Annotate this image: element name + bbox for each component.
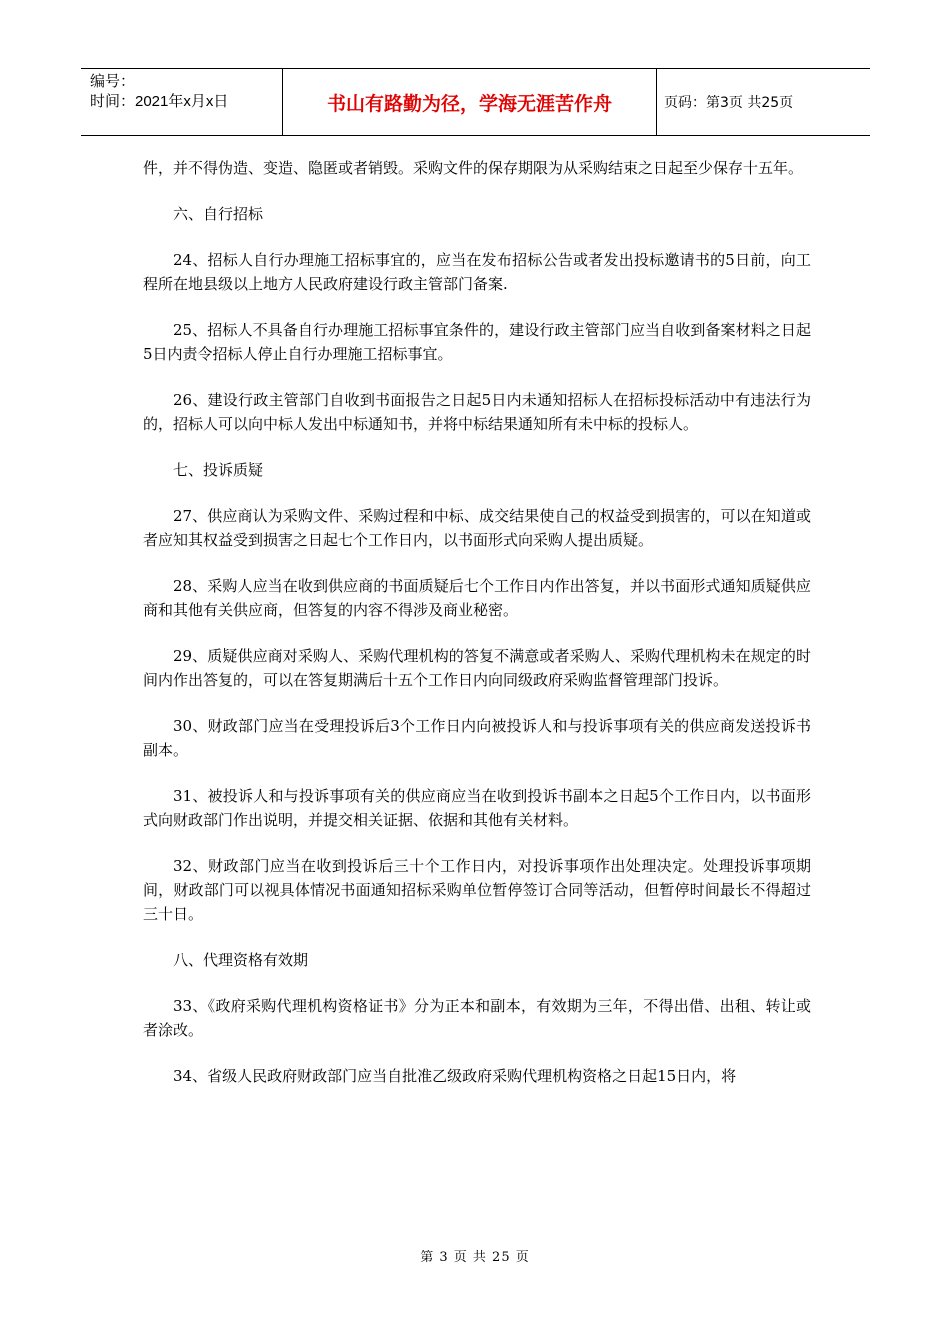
paragraph-33: 33、《政府采购代理机构资格证书》分为正本和副本，有效期为三年，不得出借、出租、转让或者涂改。 [143,997,811,1039]
paragraph-25: 25、招标人不具备自行办理施工招标事宜条件的，建设行政主管部门应当自收到备案材料之日起5日内责令招标人停止自行办理施工招标事宜。 [143,321,811,363]
document-body [143,156,811,1110]
document-time-label: 时间：2021年x月x日 [90,93,229,110]
page-header [81,68,870,136]
header-page-info: 页码：第3页 共25页 [664,95,794,111]
paragraph-28: 28、采购人应当在收到供应商的书面质疑后七个工作日内作出答复，并以书面形式通知质疑供应商和其他有关供应商，但答复的内容不得涉及商业秘密。 [143,577,811,619]
paragraph-34: 34、省级人民政府财政部门应当自批准乙级政府采购代理机构资格之日起15日内，将 [173,1067,737,1085]
paragraph-24: 24、招标人自行办理施工招标事宜的，应当在发布招标公告或者发出投标邀请书的5日前，向工程所在地县级以上地方人民政府建设行政主管部门备案. [143,251,811,293]
section-heading-8: 八、代理资格有效期 [173,951,309,969]
document-number-label: 编号： [90,73,136,90]
paragraph-26: 26、建设行政主管部门自收到书面报告之日起5日内未通知招标人在招标投标活动中有违法行为的，招标人可以向中标人发出中标通知书，并将中标结果通知所有未中标的投标人。 [143,391,811,433]
header-meta [81,69,282,135]
paragraph-29: 29、质疑供应商对采购人、采购代理机构的答复不满意或者采购人、采购代理机构未在规定的时间内作出答复的，可以在答复期满后十五个工作日内向同级政府采购监督管理部门投诉。 [143,647,811,689]
paragraph-30: 30、财政部门应当在受理投诉后3个工作日内向被投诉人和与投诉事项有关的供应商发送投诉书副本。 [143,717,811,759]
section-heading-6: 六、自行招标 [173,205,264,223]
section-heading-7: 七、投诉质疑 [173,461,264,479]
header-motto: 书山有路勤为径，学海无涯苦作舟 [282,69,657,135]
paragraph-27: 27、供应商认为采购文件、采购过程和中标、成交结果使自己的权益受到损害的，可以在知道或者应知其权益受到损害之日起七个工作日内，以书面形式向采购人提出质疑。 [143,507,811,549]
paragraph-32: 32、财政部门应当在收到投诉后三十个工作日内，对投诉事项作出处理决定。处理投诉事项期间，财政部门可以视具体情况书面通知招标采购单位暂停签订合同等活动，但暂停时间最长不得超过三十日。 [143,857,811,923]
page-footer-number: 第 3 页 共 25 页 [420,1250,530,1265]
paragraph-31: 31、被投诉人和与投诉事项有关的供应商应当在收到投诉书副本之日起5个工作日内，以书面形式向财政部门作出说明，并提交相关证据、依据和其他有关材料。 [143,787,811,829]
paragraph-continued: 件，并不得伪造、变造、隐匿或者销毁。采购文件的保存期限为从采购结束之日起至少保存十五年。 [143,159,804,177]
